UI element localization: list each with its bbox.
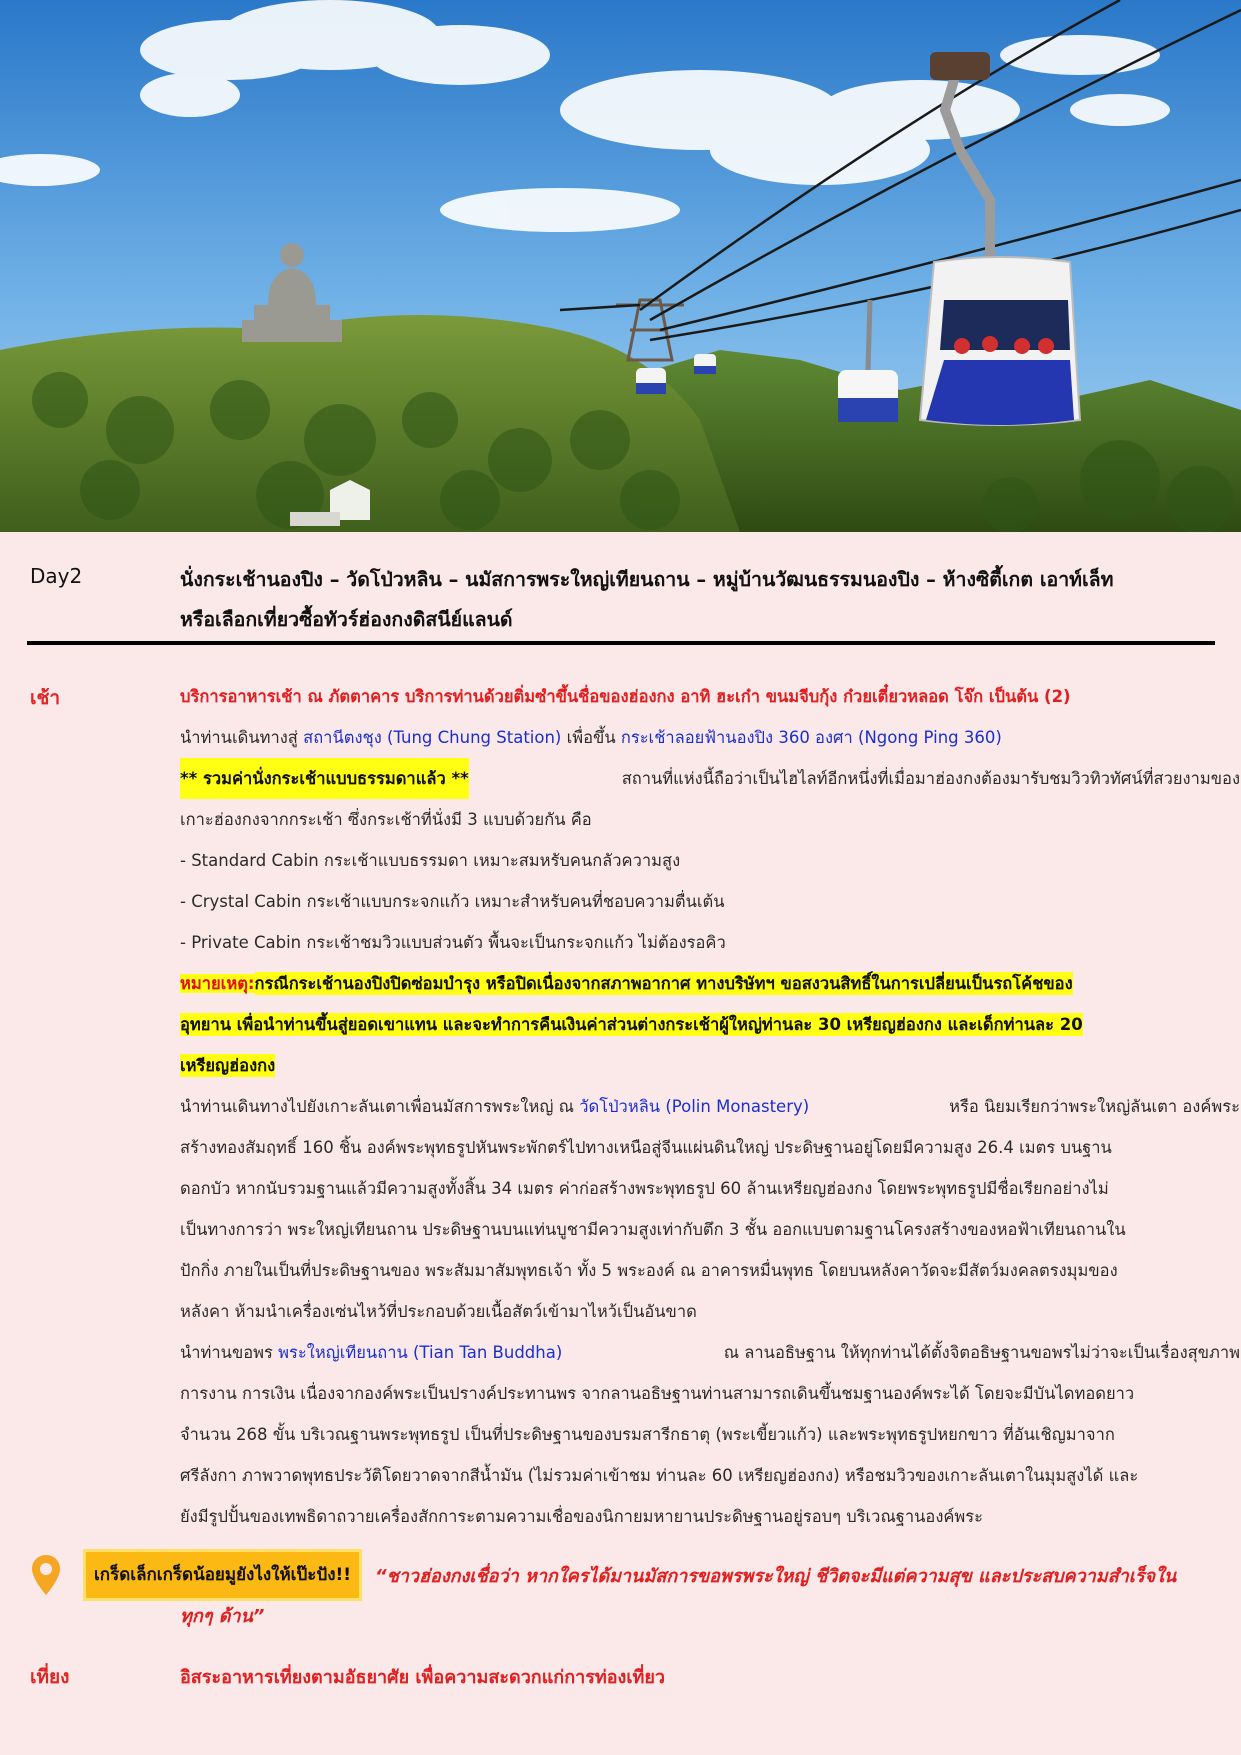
polin-post: หรือ นิยมเรียกว่าพระใหญ่ลันเตา องค์พระ	[949, 1097, 1240, 1116]
buddha-link: พระใหญ่เทียนถาน (Tian Tan Buddha)	[278, 1343, 563, 1362]
trivia-badge: เกร็ดเล็กเกร็ดน้อยมูยังไงให้เป๊ะปัง!!	[83, 1549, 362, 1601]
day-label: Day2	[30, 564, 83, 588]
header-divider	[27, 641, 1215, 645]
station-link: สถานีตงชุง (Tung Chung Station)	[303, 728, 562, 747]
noon-text: อิสระอาหารเที่ยงตามอัธยาศัย เพื่อความสะดวกแก่การท่องเที่ยว	[180, 1667, 666, 1688]
travel-pre: นำท่านเดินทางสู่	[180, 728, 298, 747]
day-title	[180, 560, 1220, 640]
quote-line-2: ทุกๆ ด้าน”	[180, 1606, 265, 1627]
morning-body	[180, 676, 1240, 1537]
remark-line-1	[180, 963, 1240, 1004]
buddha-desc-line: การงาน การเงิน เนื่องจากองค์พระเป็นปรางค์ประทานพร จากลานอธิษฐานท่านสามารถเดินขึ้นชมฐานองค์พระได้ โดยจะมีบันไดทอดยาว	[180, 1384, 1135, 1403]
cabin-item: - Standard Cabin กระเช้าแบบธรรมดา เหมาะสมหรับคนกลัวความสูง	[180, 851, 681, 870]
remark-text-3: เหรียญฮ่องกง	[180, 1056, 276, 1075]
remark-text-1: กรณีกระเช้านองปิงปิดซ่อมบำรุง หรือปิดเนื่องจากสภาพอากาศ ทางบริษัทฯ ขอสงวนสิทธิ์ในการเปลี่ยนเป็นรถโค้ชของ	[254, 974, 1073, 993]
polin-desc-line: เป็นทางการว่า พระใหญ่เทียนถาน ประดิษฐานบนแท่นบูชามีความสูงเท่ากับตึก 3 ชั้น ออกแบบตามฐานโครงสร้างของหอฟ้าเทียนถานใน	[180, 1220, 1126, 1239]
polin-desc-line: ปักกิ่ง ภายในเป็นที่ประดิษฐานของ พระสัมมาสัมพุทธเจ้า ทั้ง 5 พระองค์ ณ อาคารหมื่นพุทธ โดยบนหลังคาวัดจะมีสัตว์มงคลตรงมุมของ	[180, 1261, 1118, 1280]
buddha-post: ณ ลานอธิษฐาน ให้ทุกท่านได้ตั้งจิตอธิษฐานขอพรไม่ว่าจะเป็นเรื่องสุขภาพ	[723, 1343, 1240, 1362]
buddha-desc-line: ศรีลังกา ภาพวาดพุทธประวัติโดยวาดจากสีน้ำมัน (ไม่รวมค่าเข้าชม ท่านละ 60 เหรียญฮ่องกง) หรือชมวิวของเกาะลันเตาในมุมสูงได้ และ	[180, 1466, 1139, 1485]
remark-line-2	[180, 1004, 1240, 1045]
breakfast-line: บริการอาหารเช้า ณ ภัตตาคาร บริการท่านด้วยติ่มซำขึ้นชื่อของฮ่องกง อาทิ ฮะเก๋า ขนมจีบกุ้ง ก๋วยเตี๋ยวหลอด โจ๊ก เป็นต้น (2)	[180, 687, 1071, 706]
polin-intro	[180, 1086, 809, 1127]
remark-line-3	[180, 1045, 1240, 1086]
polin-desc-line: ดอกบัว หากนับรวมฐานแล้วมีความสูงทั้งสิ้น 34 เมตร ค่าก่อสร้างพระพุทธรูป 60 ล้านเหรียญฮ่องกง โดยพระพุทธรูปมีชื่อเรียกอย่างไม่	[180, 1179, 1109, 1198]
buddha-line	[180, 1332, 1240, 1373]
intro-rest: สถานที่แห่งนี้ถือว่าเป็นไฮไลท์อีกหนึ่งที่เมื่อมาฮ่องกงต้องมารับชมวิวทิวทัศน์ที่สวยงามของ	[621, 769, 1240, 788]
cabin-item: - Crystal Cabin กระเช้าแบบกระจกแก้ว เหมาะสำหรับคนที่ชอบความตื่นเต้น	[180, 892, 725, 911]
buddha-intro	[180, 1332, 562, 1373]
buddha-desc-line: จำนวน 268 ขั้น บริเวณฐานพระพุทธรูป เป็นที่ประดิษฐานของบรมสารีกธาตุ (พระเขี้ยวแก้ว) และพระพุทธรูปหยกขาว ที่อันเชิญมาจาก	[180, 1425, 1115, 1444]
remark-label: หมายเหตุ:	[180, 974, 255, 993]
polin-pre: นำท่านเดินทางไปยังเกาะลันเตาเพื่อนมัสการพระใหญ่ ณ	[180, 1097, 574, 1116]
buddha-pre: นำท่านขอพร	[180, 1343, 273, 1362]
travel-mid: เพื่อขึ้น	[566, 728, 616, 747]
polin-desc-line: สร้างทองสัมฤทธิ์ 160 ชิ้น องค์พระพุทธรูปหันพระพักตร์ไปทางเหนือสู่จีนแผ่นดินใหญ่ ประดิษฐานอยู่โดยมีความสูง 26.4 เมตร บนฐาน	[180, 1138, 1112, 1157]
quote-line-1: “ชาวฮ่องกงเชื่อว่า หากใครได้มานมัสการขอพรพระใหญ่ ชีวิตจะมีแต่ความสุข และประสบความสำเร็จใน	[375, 1566, 1177, 1587]
remark-text-2: อุทยาน เพื่อนำท่านขึ้นสู่ยอดเขาแทน และจะทำการคืนเงินค่าส่วนต่างกระเช้าผู้ใหญ่ท่านละ 30 เหรียญฮ่องกง และเด็กท่านละ 20	[180, 1015, 1083, 1034]
polin-line	[180, 1086, 1240, 1127]
intro-line	[180, 758, 1240, 799]
location-pin-icon	[32, 1555, 60, 1595]
hero-illustration	[0, 0, 1241, 532]
travel-line	[180, 717, 1240, 758]
morning-label: เช้า	[30, 687, 61, 709]
day-title-line-2: หรือเลือกเที่ยวซื้อทัวร์ฮ่องกงดิสนีย์แลนด์	[180, 608, 513, 631]
noon-label: เที่ยง	[30, 1666, 70, 1688]
cabin-item: - Private Cabin กระเช้าชมวิวแบบส่วนตัว พื้นจะเป็นกระจกแก้ว ไม่ต้องรอคิว	[180, 933, 726, 952]
included-highlight: ** รวมค่านั่งกระเช้าแบบธรรมดาแล้ว **	[180, 758, 469, 799]
hero-photo	[0, 0, 1241, 532]
day-title-line-1: นั่งกระเช้านองปิง – วัดโป่วหลิน – นมัสการพระใหญ่เทียนถาน – หมู่บ้านวัฒนธรรมนองปิง – ห้างซิตี้เกต เอาท์เล็ท	[180, 568, 1114, 591]
polin-link: วัดโป่วหลิน (Polin Monastery)	[579, 1097, 810, 1116]
buddha-desc-line: ยังมีรูปปั้นของเทพธิดาถวายเครื่องสักการะตามความเชื่อของนิกายมหายานประดิษฐานอยู่รอบๆ บริเวณฐานองค์พระ	[180, 1507, 984, 1526]
cablecar-link: กระเช้าลอยฟ้านองปิง 360 องศา (Ngong Ping 360)	[620, 728, 1002, 747]
intro-line-2: เกาะฮ่องกงจากกระเช้า ซึ่งกระเช้าที่นั่งมี 3 แบบด้วยกัน คือ	[180, 810, 592, 829]
polin-desc-line: หลังคา ห้ามนำเครื่องเซ่นไหว้ที่ประกอบด้วยเนื้อสัตว์เข้ามาไหว้เป็นอันขาด	[180, 1302, 697, 1321]
